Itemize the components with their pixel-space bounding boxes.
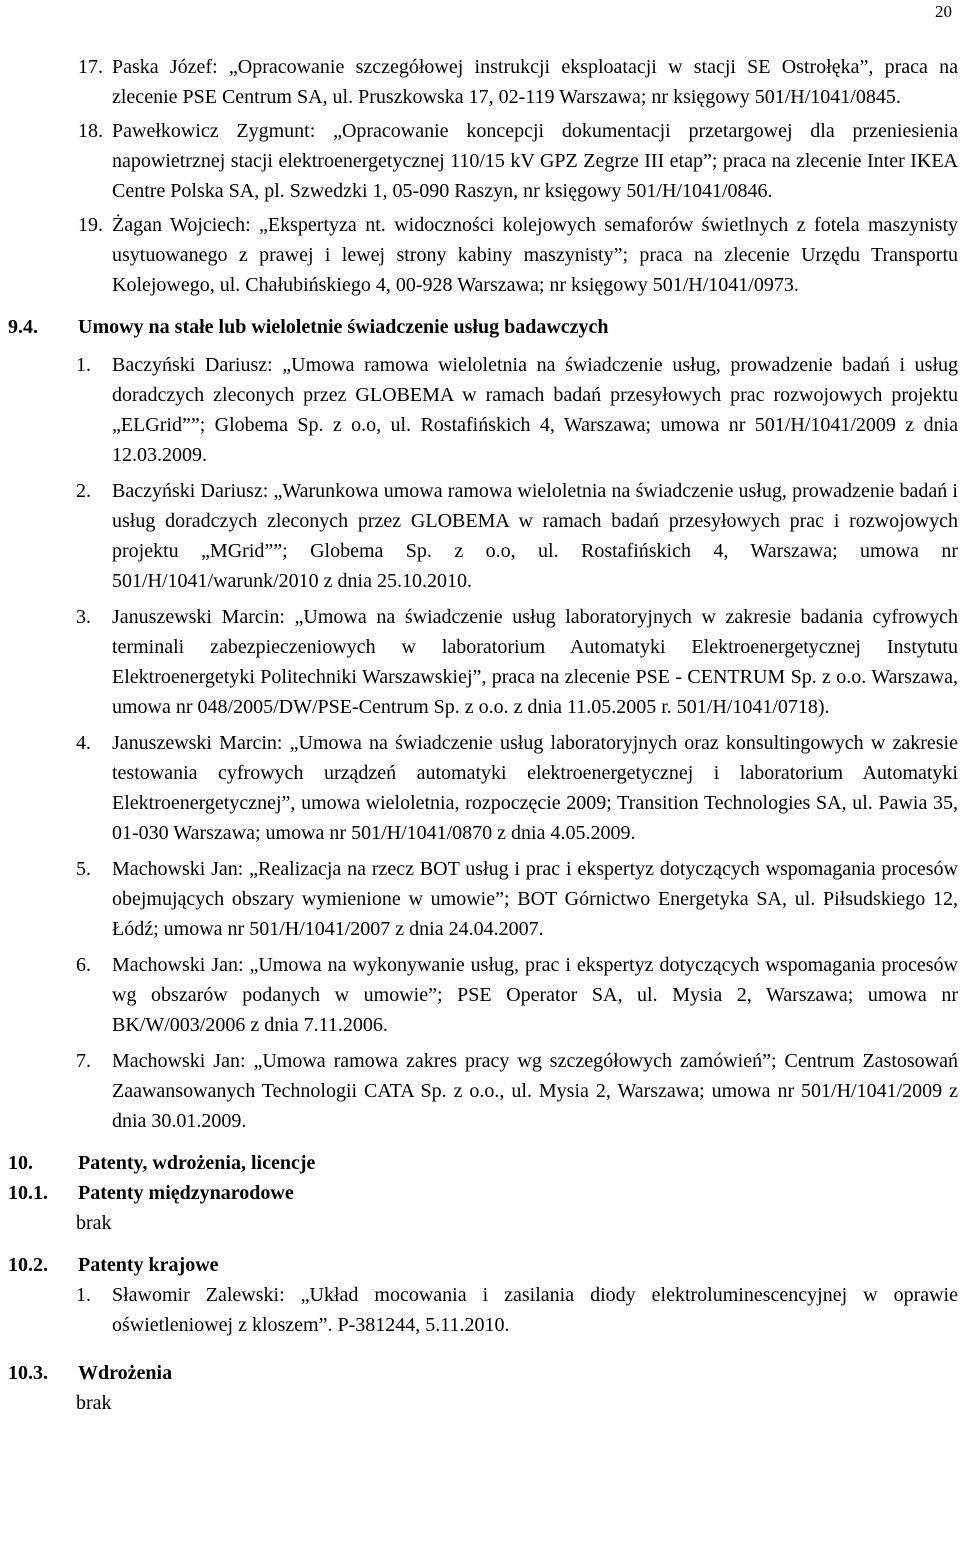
list-item-number: 3.: [76, 606, 91, 628]
list-item: [0, 116, 958, 206]
list-item-text: Machowski Jan: „Umowa ramowa zakres pracy wg szczegółowych zamówień”; Centrum Zastosowań Zaawansowanych Technologii CATA Sp. z o.o., ul. Mysia 2, Warszawa; umowa nr 501/H/1041/2009 z dnia 30.01.2009.: [112, 1050, 958, 1132]
section-title: Wdrożenia: [78, 1362, 173, 1384]
list-c: [0, 1280, 960, 1340]
list-item-number: 7.: [76, 1050, 91, 1072]
section-title: Umowy na stałe lub wieloletnie świadczenie usług badawczych: [78, 316, 609, 338]
section-number: 10.2.: [8, 1254, 48, 1276]
list-item: [0, 1280, 958, 1340]
list-item-text: Żagan Wojciech: „Ekspertyza nt. widoczności kolejowych semaforów świetlnych z fotela maszynisty usytuowanego z prawej i lewej strony kabiny maszynisty”; praca na zlecenie Urzędu Transportu Kolejowego, ul. Chałubińskiego 4, 00-928 Warszawa; nr księgowy 501/H/1041/0973.: [112, 214, 958, 296]
list-b: [0, 350, 960, 1136]
list-item-number: 1.: [76, 1284, 91, 1306]
section-title: Patenty krajowe: [78, 1254, 219, 1276]
list-item: [0, 950, 958, 1040]
section-heading-10-2: [0, 1250, 960, 1280]
list-item-number: 17.: [78, 56, 103, 78]
list-item-text: Paska Józef: „Opracowanie szczegółowej instrukcji eksploatacji w stacji SE Ostrołęka”, praca na zlecenie PSE Centrum SA, ul. Pruszkowska 17, 02-119 Warszawa; nr księgowy 501/H/1041/0845.: [112, 56, 958, 108]
list-item-number: 19.: [78, 214, 103, 236]
section-body: brak: [76, 1392, 112, 1414]
list-item: [0, 728, 958, 848]
section-title: Patenty międzynarodowe: [78, 1182, 294, 1204]
list-item-number: 5.: [76, 858, 91, 880]
section-heading-10: [0, 1148, 960, 1178]
list-item: [0, 476, 958, 596]
section-number: 10.: [8, 1152, 33, 1174]
list-item-text: Machowski Jan: „Realizacja na rzecz BOT usług i prac i ekspertyz dotyczących wspomagania procesów obejmujących obszary wymienione w umowie”; BOT Górnictwo Energetyka SA, ul. Piłsudskiego 12, Łódź; umowa nr 501/H/1041/2007 z dnia 24.04.2007.: [112, 858, 958, 940]
list-item-number: 2.: [76, 480, 91, 502]
page-number: 20: [935, 2, 952, 21]
list-item: [0, 602, 958, 722]
list-item-number: 1.: [76, 354, 91, 376]
list-item: [0, 1046, 958, 1136]
list-item: [0, 854, 958, 944]
list-item-text: Januszewski Marcin: „Umowa na świadczenie usług laboratoryjnych oraz konsultingowych w zakresie testowania cyfrowych urządzeń automatyki elektroenergetycznej i laboratorium Automatyki Elektroenergetycznej”, umowa wieloletnia, rozpoczęcie 2009; Transition Technologies SA, ul. Pawia 35, 01-030 Warszawa; umowa nr 501/H/1041/0870 z dnia 4.05.2009.: [112, 732, 958, 844]
list-item-text: Pawełkowicz Zygmunt: „Opracowanie koncepcji dokumentacji przetargowej dla przeniesienia napowietrznej stacji elektroenergetycznej 110/15 kV GPZ Zegrze III etap”; praca na zlecenie Inter IKEA Centre Polska SA, pl. Szwedzki 1, 05-090 Raszyn, nr księgowy 501/H/1041/0846.: [112, 120, 958, 202]
section-heading-10-1: [0, 1178, 960, 1208]
list-item: [0, 210, 958, 300]
section-heading-9-4: [0, 312, 960, 342]
list-item-text: Baczyński Dariusz: „Umowa ramowa wieloletnia na świadczenie usług, prowadzenie badań i usług doradczych zleconych przez GLOBEMA w ramach badań przesyłowych prac rozwojowych projektu „ELGrid””; Globema Sp. z o.o, ul. Rostafińskich 4, Warszawa; umowa nr 501/H/1041/2009 z dnia 12.03.2009.: [112, 354, 958, 466]
list-item-number: 18.: [78, 120, 103, 142]
document-body: [0, 52, 960, 1418]
list-item-text: Machowski Jan: „Umowa na wykonywanie usług, prac i ekspertyz dotyczących wspomagania procesów wg obszarów podanych w umowie”; PSE Operator SA, ul. Mysia 2, Warszawa; umowa nr BK/W/003/2006 z dnia 7.11.2006.: [112, 954, 958, 1036]
section-heading-10-3: [0, 1358, 960, 1388]
list-a: [0, 52, 960, 300]
section-body: brak: [76, 1212, 112, 1234]
list-item: [0, 52, 958, 112]
list-item-text: Sławomir Zalewski: „Układ mocowania i zasilania diody elektroluminescencyjnej w oprawie oświetleniowej z kloszem”. P-381244, 5.11.2010.: [112, 1284, 958, 1336]
list-item-text: Baczyński Dariusz: „Warunkowa umowa ramowa wieloletnia na świadczenie usług, prowadzenie badań i usług doradczych zleconych przez GLOBEMA w ramach badań przesyłowych prac i rozwojowych projektu „MGrid””; Globema Sp. z o.o, ul. Rostafińskich 4, Warszawa; umowa nr 501/H/1041/warunk/2010 z dnia 25.10.2010.: [112, 480, 958, 592]
list-item: [0, 350, 958, 470]
section-number: 9.4.: [8, 316, 38, 338]
list-item-number: 6.: [76, 954, 91, 976]
list-item-text: Januszewski Marcin: „Umowa na świadczenie usług laboratoryjnych w zakresie badania cyfrowych terminali zabezpieczeniowych w laboratorium Automatyki Elektroenergetycznej Instytutu Elektroenergetyki Politechniki Warszawskiej”, praca na zlecenie PSE - CENTRUM Sp. z o.o. Warszawa, umowa nr 048/2005/DW/PSE-Centrum Sp. z o.o. z dnia 11.05.2005 r. 501/H/1041/0718).: [112, 606, 958, 718]
list-item-number: 4.: [76, 732, 91, 754]
section-number: 10.3.: [8, 1362, 48, 1384]
section-title: Patenty, wdrożenia, licencje: [78, 1152, 316, 1174]
section-number: 10.1.: [8, 1182, 48, 1204]
